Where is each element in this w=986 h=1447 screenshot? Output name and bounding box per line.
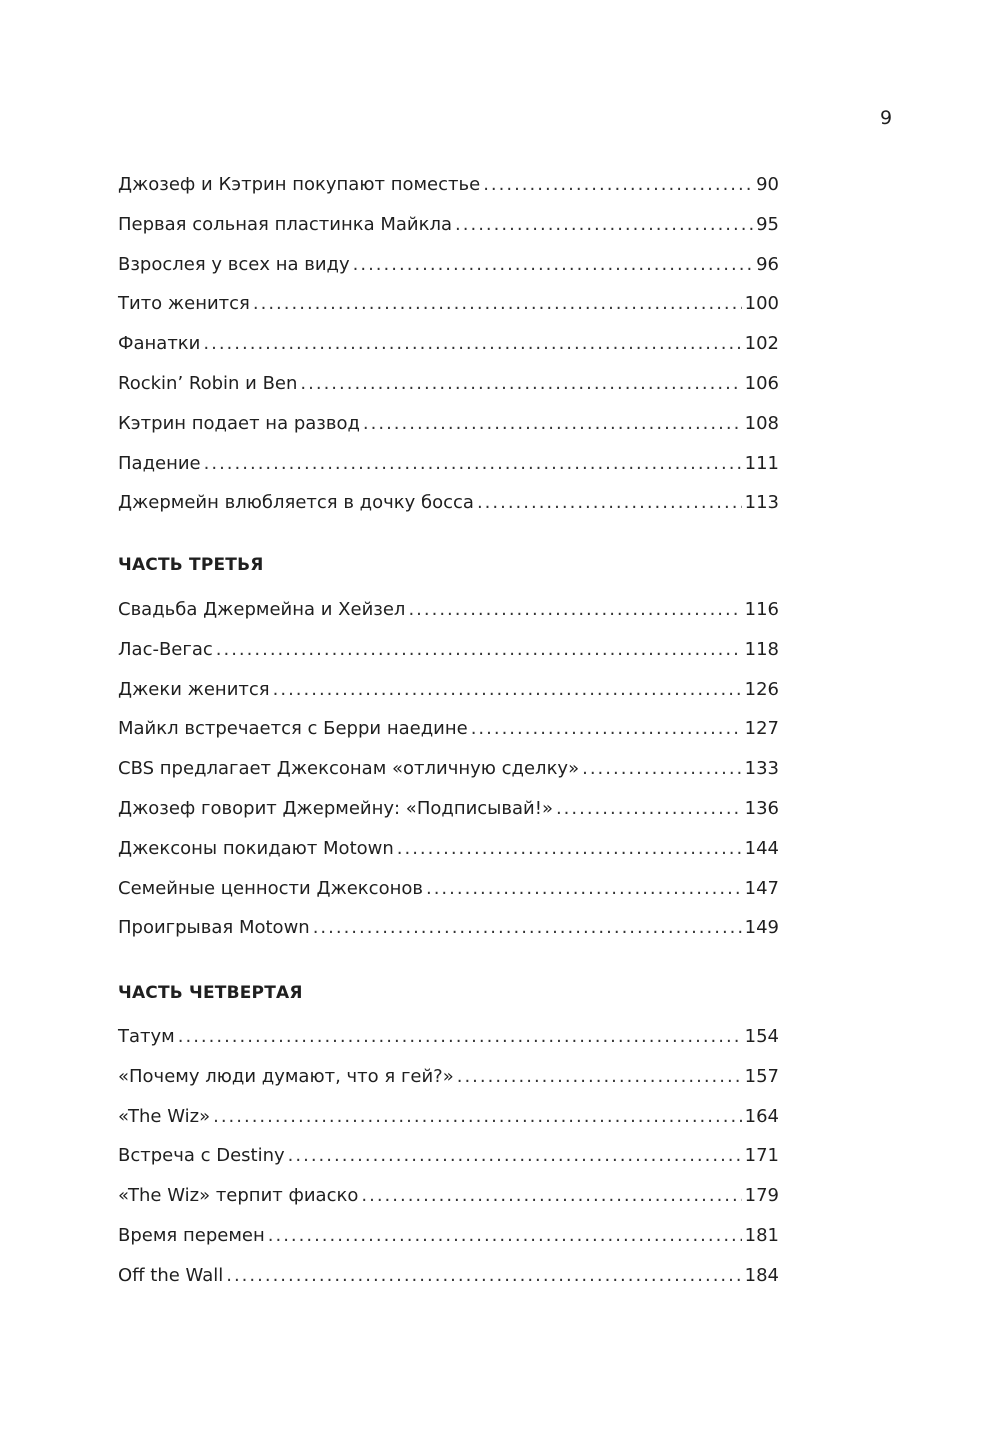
toc-entry-title: Взрослея у всех на виду	[118, 253, 350, 275]
toc-entry[interactable]	[118, 332, 779, 372]
toc-entry-page: 127	[744, 718, 779, 740]
toc-entry-page: 126	[744, 678, 779, 700]
dot-leader	[300, 372, 741, 396]
toc-entry-page: 111	[744, 452, 779, 474]
page-number: 9	[880, 107, 893, 129]
toc-continued-list	[118, 173, 779, 531]
toc-entry-page: 113	[744, 492, 779, 514]
toc-entry-page: 133	[744, 758, 779, 780]
toc-entry[interactable]	[118, 717, 779, 757]
toc-entry-page: 136	[744, 797, 779, 819]
dot-leader	[426, 877, 742, 901]
dot-leader	[213, 1105, 742, 1129]
toc-entry[interactable]	[118, 452, 779, 492]
toc-entry[interactable]	[118, 491, 779, 531]
dot-leader	[253, 292, 742, 316]
toc-entry-page: 147	[744, 877, 779, 899]
toc-entry-title: Лас-Вегас	[118, 638, 213, 660]
toc-entry-title: CBS предлагает Джексонам «отличную сделку»	[118, 758, 580, 780]
toc-entry[interactable]	[118, 372, 779, 412]
toc-entry-title: Семейные ценности Джексонов	[118, 877, 423, 899]
dot-leader	[455, 213, 753, 237]
dot-leader	[216, 638, 742, 662]
toc-entry-title: Джозеф говорит Джермейну: «Подписывай!»	[118, 797, 553, 819]
toc-entry-page: 116	[744, 599, 779, 620]
toc-entry-title: «The Wiz» терпит фиаско	[118, 1185, 359, 1207]
dot-leader	[178, 1025, 742, 1049]
dot-leader	[397, 837, 742, 861]
toc-entry[interactable]	[118, 412, 779, 452]
toc-entry-page: 157	[744, 1065, 779, 1087]
dot-leader	[226, 1264, 741, 1288]
toc-entry-title: «Почему люди думают, что я гей?»	[118, 1065, 454, 1087]
toc-entry-title: Проигрывая Motown	[118, 917, 310, 939]
dot-leader	[273, 678, 742, 702]
toc-entry-page: 181	[744, 1224, 779, 1246]
dot-leader	[582, 757, 742, 781]
dot-leader	[204, 452, 742, 476]
section-heading-part-four: ЧАСТЬ ЧЕТВЕРТАЯ	[118, 983, 303, 1003]
toc-entry[interactable]	[118, 877, 779, 917]
section-heading-part-three: ЧАСТЬ ТРЕТЬЯ	[118, 555, 264, 575]
toc-part-four-list	[118, 1025, 779, 1304]
toc-entry-page: 95	[756, 213, 779, 235]
toc-entry[interactable]	[118, 757, 779, 797]
dot-leader	[203, 332, 741, 356]
toc-entry-title: Джексоны покидают Motown	[118, 837, 394, 859]
toc-entry[interactable]	[118, 797, 779, 837]
toc-entry-title: Свадьба Джермейна и Хейзел	[118, 599, 406, 620]
toc-entry[interactable]	[118, 1224, 779, 1264]
toc-entry[interactable]	[118, 213, 779, 253]
toc-entry-page: 102	[744, 333, 779, 355]
toc-entry-title: «The Wiz»	[118, 1105, 211, 1127]
toc-part-three-list	[118, 598, 779, 956]
toc-entry[interactable]	[118, 253, 779, 293]
toc-entry[interactable]	[118, 1025, 779, 1065]
toc-entry[interactable]	[118, 1065, 779, 1105]
toc-entry-page: 100	[744, 293, 779, 315]
toc-entry[interactable]	[118, 1264, 779, 1304]
toc-entry-title: Встреча с Destiny	[118, 1145, 285, 1167]
toc-entry-title: Время перемен	[118, 1224, 265, 1246]
toc-entry[interactable]	[118, 916, 779, 956]
toc-entry-title: Первая сольная пластинка Майкла	[118, 213, 453, 235]
toc-entry-title: Татум	[118, 1026, 175, 1047]
toc-entry-title: Фанатки	[118, 333, 201, 355]
dot-leader	[353, 253, 753, 277]
toc-entry[interactable]	[118, 678, 779, 718]
toc-entry-page: 118	[744, 638, 779, 660]
toc-entry-page: 90	[756, 174, 779, 195]
dot-leader	[556, 797, 742, 821]
toc-entry[interactable]	[118, 173, 779, 213]
toc-entry[interactable]	[118, 1144, 779, 1184]
dot-leader	[363, 412, 742, 436]
dot-leader	[288, 1144, 742, 1168]
toc-entry-title: Off the Wall	[118, 1264, 224, 1286]
toc-entry-page: 108	[744, 412, 779, 434]
toc-entry[interactable]	[118, 1105, 779, 1145]
toc-entry-page: 171	[744, 1145, 779, 1167]
toc-entry-title: Джеки женится	[118, 678, 270, 700]
dot-leader	[483, 173, 753, 197]
toc-entry-title: Rockin’ Robin и Ben	[118, 372, 298, 394]
dot-leader	[408, 598, 741, 622]
toc-entry-title: Падение	[118, 452, 201, 474]
toc-entry-page: 154	[744, 1026, 779, 1047]
toc-entry-page: 179	[744, 1185, 779, 1207]
toc-entry-page: 96	[756, 253, 779, 275]
toc-entry-page: 184	[744, 1264, 779, 1286]
toc-entry[interactable]	[118, 292, 779, 332]
dot-leader	[313, 916, 742, 940]
dot-leader	[268, 1224, 742, 1248]
dot-leader	[477, 491, 742, 515]
toc-entry-title: Джозеф и Кэтрин покупают поместье	[118, 174, 481, 195]
toc-entry[interactable]	[118, 1184, 779, 1224]
toc-entry[interactable]	[118, 837, 779, 877]
dot-leader	[361, 1184, 741, 1208]
toc-entry-title: Майкл встречается с Берри наедине	[118, 718, 468, 740]
toc-entry[interactable]	[118, 638, 779, 678]
toc-entry[interactable]	[118, 598, 779, 638]
toc-entry-page: 149	[744, 917, 779, 939]
dot-leader	[457, 1065, 742, 1089]
toc-entry-page: 106	[744, 372, 779, 394]
toc-entry-page: 144	[744, 837, 779, 859]
toc-entry-title: Кэтрин подает на развод	[118, 412, 360, 434]
toc-entry-page: 164	[744, 1105, 779, 1127]
toc-entry-title: Тито женится	[118, 293, 250, 315]
dot-leader	[471, 717, 742, 741]
toc-entry-title: Джермейн влюбляется в дочку босса	[118, 492, 474, 514]
